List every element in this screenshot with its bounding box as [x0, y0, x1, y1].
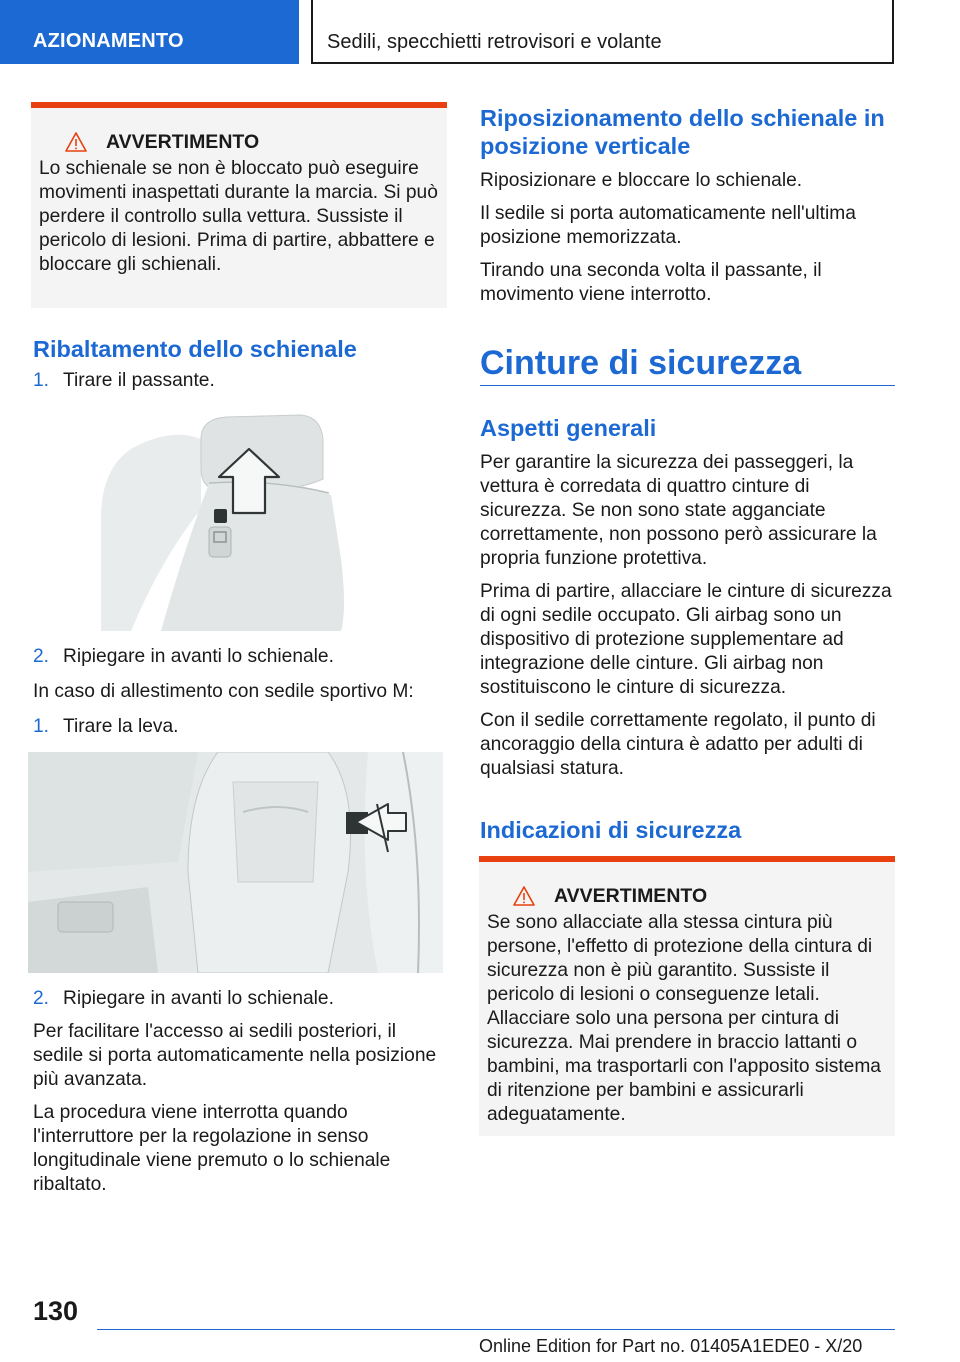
- seat-headrest-illustration: [101, 409, 347, 631]
- access-paragraph: Per facilitare l'accesso ai sedili posteriori, il sedile si porta automaticamente nella posizione più avanzata.: [33, 1021, 437, 1090]
- footer-edition: Online Edition for Part no. 01405A1EDE0 - X/20: [479, 1336, 863, 1356]
- step-text: Ripiegare in avanti lo schienale.: [63, 646, 334, 667]
- sport-seat-illustration: [28, 752, 443, 973]
- step-text: Ripiegare in avanti lo schienale.: [63, 988, 334, 1009]
- upright-notes: [480, 169, 895, 316]
- heading-rule: [480, 385, 895, 386]
- warning-header: [513, 884, 887, 908]
- warning-header: [65, 130, 439, 154]
- warning-label: AVVERTIMENTO: [106, 130, 260, 153]
- warning-triangle-icon: [65, 132, 87, 152]
- chapter-title-box: [311, 0, 894, 64]
- step-text: Tirare la leva.: [63, 716, 179, 737]
- warning-box-backrest: [31, 102, 447, 308]
- step-number: 2.: [33, 646, 50, 667]
- heading-general: Aspetti generali: [480, 415, 657, 441]
- warning-text: Lo schienale se non è bloccato può eseguire movimenti inaspettati durante la marcia. Si può perdere il controllo sulla vettura. Sussiste il pericolo di lesioni. Prima di partire, abbattere e bloccare gli schienali.: [39, 158, 438, 275]
- step-number: 1.: [33, 370, 50, 391]
- step-number: 1.: [33, 716, 50, 737]
- warning-label: AVVERTIMENTO: [554, 884, 708, 907]
- warning-triangle-icon: [513, 886, 535, 906]
- general-notes: [480, 451, 896, 790]
- heading-fold-backrest: Ribaltamento dello schienale: [33, 336, 357, 362]
- sport-seat-intro: In caso di allestimento con sedile sportivo M:: [33, 681, 414, 702]
- access-notes: [33, 1020, 447, 1206]
- general-paragraph-3: Con il sedile correttamente regolato, il punto di ancoraggio della cintura è adatto per adulti di qualsiasi statura.: [480, 710, 876, 779]
- chapter-title: Sedili, specchietti retrovisori e volante: [327, 31, 662, 53]
- upright-paragraph-2: Il sedile si porta automaticamente nell'ultima posizione memorizzata.: [480, 203, 856, 248]
- list-item: [33, 987, 447, 1011]
- upright-paragraph-3: Tirando una seconda volta il passante, il movimento viene interrotto.: [480, 260, 822, 305]
- page-number: 130: [33, 1296, 79, 1326]
- heading-upright-backrest: Riposizionamento dello schienale in posizione verticale: [480, 105, 885, 159]
- steps-list-1: [33, 369, 447, 393]
- step-text: Tirare il passante.: [63, 370, 215, 391]
- warning-box-belts: [479, 856, 895, 1136]
- footer-rule: [97, 1329, 895, 1330]
- sport-seat-lever-image: [28, 752, 443, 973]
- steps-list-1b: [33, 645, 447, 669]
- list-item: [33, 645, 447, 669]
- general-paragraph-2: Prima di partire, allacciare le cinture di sicurezza di ogni sedile occupato. Gli airbag sono un dispositivo di protezione supplementare ad integrazione delle cinture. Gli airbag non sostituiscono le cinture di sicurezza.: [480, 581, 892, 698]
- warning-text: Se sono allacciate alla stessa cintura più persone, l'effetto di protezione della cintura di sicurezza non è più garantito. Sussiste il pericolo di lesioni o conseguenze letali. Allacciare solo una persona per cintura di sicurezza. Mai prendere in braccio lattanti o bambini, ma trasportarli con l'apposito sistema di ritenzione per bambini e assicurarli adeguatamente.: [487, 912, 881, 1125]
- backrest-release-image: [101, 409, 347, 631]
- upright-paragraph-1: Riposizionare e bloccare lo schienale.: [480, 170, 803, 191]
- section-label: AZIONAMENTO: [33, 30, 184, 52]
- steps-list-2b: [33, 987, 447, 1011]
- step-number: 2.: [33, 988, 50, 1009]
- interrupt-paragraph: La procedura viene interrotta quando l'interruttore per la regolazione in senso longitudinale viene premuto o lo schienale ribaltato.: [33, 1102, 391, 1195]
- list-item: [33, 715, 447, 739]
- general-paragraph-1: Per garantire la sicurezza dei passeggeri, la vettura è corredata di quattro cinture di sicurezza. Se non sono state agganciate correttamente, non possono però assicurare la propria funzione protettiva.: [480, 452, 877, 569]
- steps-list-2: [33, 715, 447, 739]
- section-tab: [0, 0, 299, 64]
- heading-seat-belts: Cinture di sicurezza: [480, 344, 802, 382]
- heading-safety: Indicazioni di sicurezza: [480, 817, 742, 843]
- list-item: [33, 369, 447, 393]
